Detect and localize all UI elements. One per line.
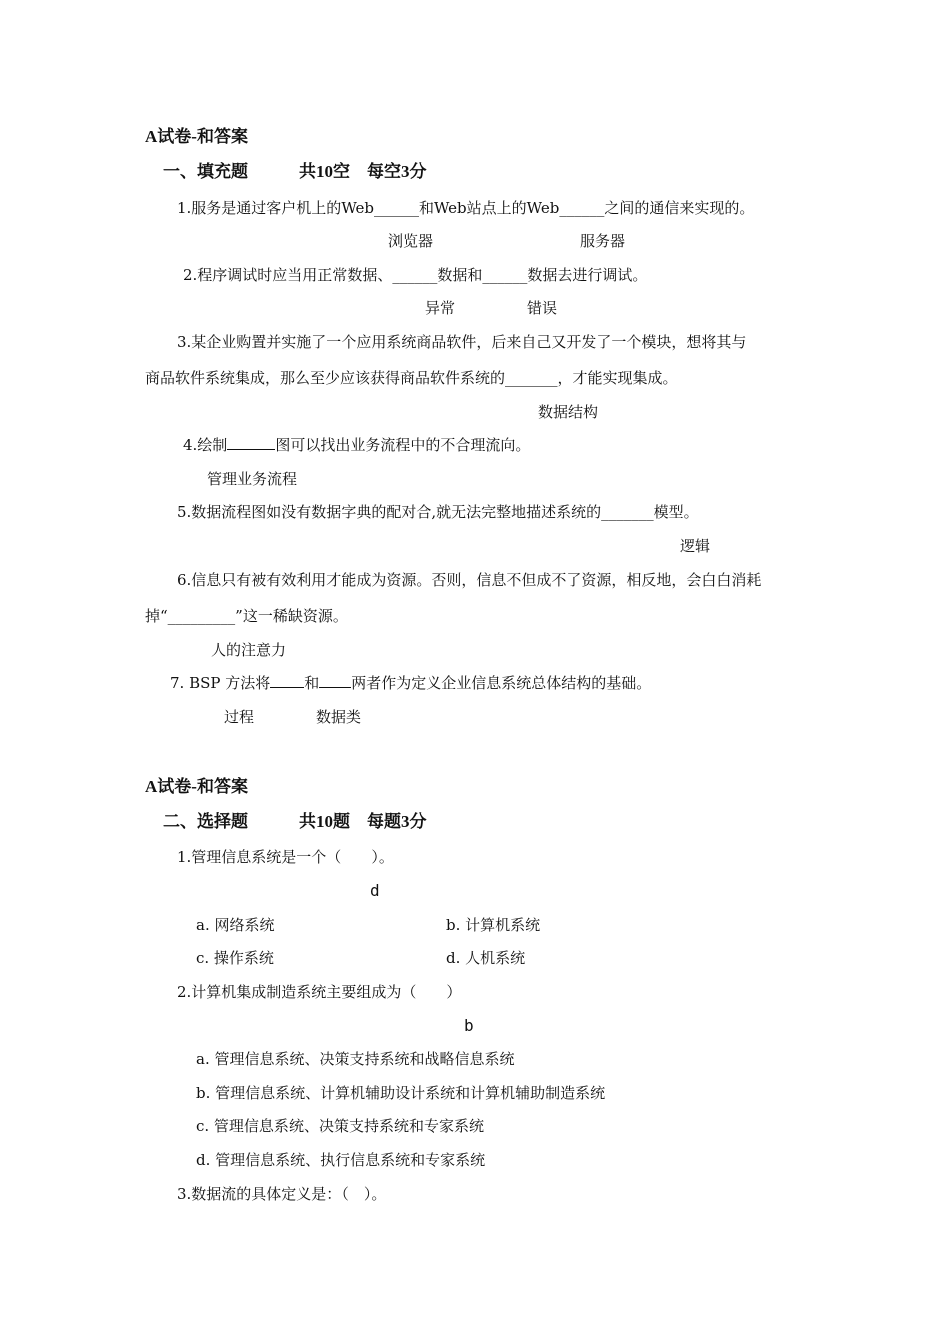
- fill-question-7-pre: 7. BSP 方法将: [170, 674, 271, 692]
- choice-question-1: 1.管理信息系统是一个（ ）。: [177, 848, 394, 866]
- choice-option-2a: a. 管理信息系统、决策支持系统和战略信息系统: [196, 1050, 515, 1068]
- blank-underline: [270, 673, 304, 688]
- fill-question-6-line-2: 掉“_________”这一稀缺资源。: [145, 607, 348, 625]
- blank-underline: [227, 435, 275, 450]
- choice-option-1b: b. 计算机系统: [446, 916, 541, 934]
- fill-answer-3: 数据结构: [538, 403, 599, 421]
- choice-option-1d: d. 人机系统: [446, 949, 526, 967]
- fill-answer-6: 人的注意力: [211, 641, 287, 659]
- fill-answer-7b: 数据类: [316, 708, 362, 726]
- fill-question-7-post: 两者作为定义企业信息系统总体结构的基础。: [351, 674, 652, 692]
- choice-answer-2: b: [464, 1016, 474, 1035]
- fill-question-3-line-2: 商品软件系统集成，那么至少应该获得商品软件系统的_______，才能实现集成。: [145, 369, 678, 387]
- fill-question-2: 2.程序调试时应当用正常数据、______数据和______数据去进行调试。: [183, 266, 648, 284]
- choice-option-1a: a. 网络系统: [196, 916, 275, 934]
- fill-question-4-post: 图可以找出业务流程中的不合理流向。: [275, 436, 531, 454]
- fill-answer-1a: 浏览器: [388, 232, 434, 250]
- choice-question-3: 3.数据流的具体定义是：（ ）。: [177, 1185, 387, 1203]
- choice-answer-1: d: [370, 881, 380, 900]
- choice-option-2c: c. 管理信息系统、决策支持系统和专家系统: [196, 1117, 484, 1135]
- fill-answer-7a: 过程: [224, 708, 255, 726]
- choice-option-2b: b. 管理信息系统、计算机辅助设计系统和计算机辅助制造系统: [196, 1084, 606, 1102]
- fill-answer-2a: 异常: [425, 299, 456, 317]
- fill-question-3-line-1: 3.某企业购置并实施了一个应用系统商品软件，后来自己又开发了一个模块，想将其与: [177, 333, 747, 351]
- fill-question-4-pre: 4.绘制: [183, 436, 228, 454]
- blank-underline: [319, 673, 351, 688]
- fill-answer-4: 管理业务流程: [207, 470, 298, 488]
- fill-answer-1b: 服务器: [580, 232, 626, 250]
- fill-question-4: [183, 435, 530, 455]
- fill-question-5: 5.数据流程图如没有数据字典的配对合,就无法完整地描述系统的_______模型。: [177, 503, 699, 521]
- section-heading: 二、选择题 共10题 每题3分: [163, 812, 427, 831]
- fill-answer-2b: 错误: [527, 299, 558, 317]
- section-title: A试卷-和答案: [145, 127, 248, 146]
- fill-answer-5: 逻辑: [680, 537, 711, 555]
- section-heading: 一、填充题 共10空 每空3分: [163, 162, 427, 181]
- fill-question-7-mid: 和: [304, 674, 320, 692]
- choice-option-2d: d. 管理信息系统、执行信息系统和专家系统: [196, 1151, 486, 1169]
- fill-question-1: 1.服务是通过客户机上的Web______和Web站点上的Web______之间的通信来实现的。: [177, 199, 755, 217]
- choice-option-1c: c. 操作系统: [196, 949, 274, 967]
- fill-question-7: [170, 673, 651, 693]
- section-title: A试卷-和答案: [145, 777, 248, 796]
- choice-question-2: 2.计算机集成制造系统主要组成为（ ）: [177, 983, 462, 1001]
- fill-question-6-line-1: 6.信息只有被有效利用才能成为资源。否则，信息不但成不了资源，相反地，会白白消耗: [177, 571, 762, 589]
